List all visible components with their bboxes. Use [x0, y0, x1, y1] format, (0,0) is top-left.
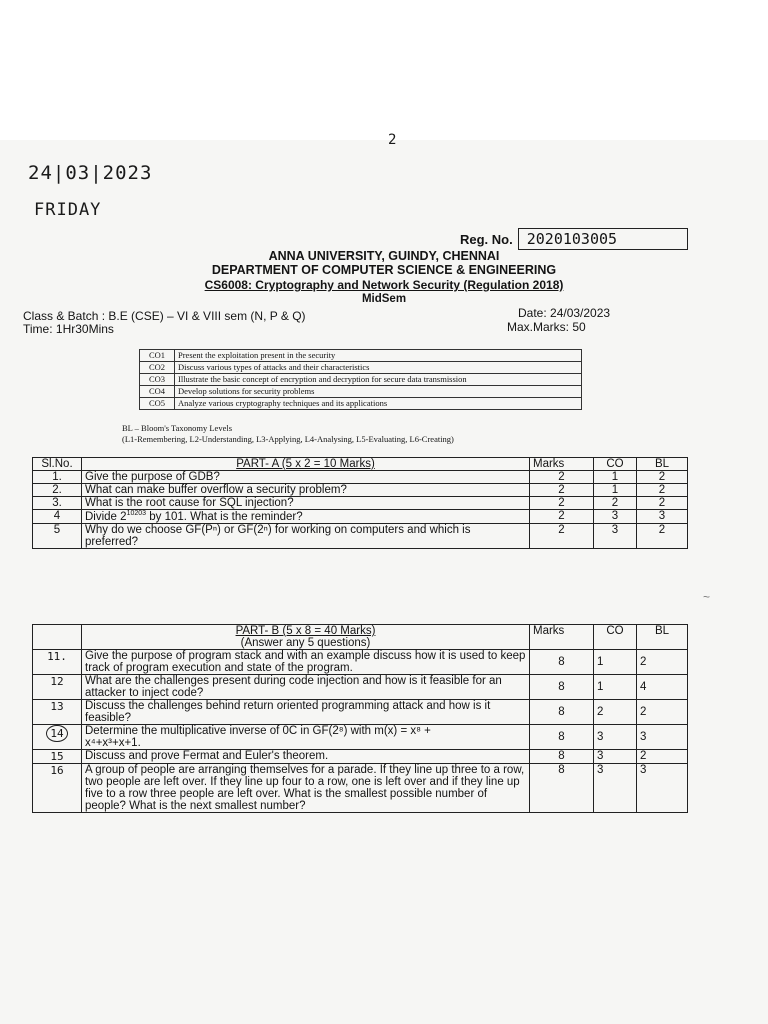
co-row	[140, 362, 582, 374]
table-row	[33, 484, 688, 497]
part-a-header-row	[33, 458, 688, 471]
co-code: CO1	[140, 350, 175, 362]
part-b-table	[32, 624, 688, 813]
handwritten-mark: 2	[388, 132, 397, 148]
question-co: 1	[594, 675, 637, 700]
co-code: CO2	[140, 362, 175, 374]
blooms-title: BL – Bloom's Taxonomy Levels	[122, 423, 233, 433]
question-co: 2	[594, 497, 637, 510]
col-marks: Marks	[530, 625, 594, 650]
question-bl: 3	[637, 764, 688, 813]
table-row	[33, 650, 688, 675]
col-bl: BL	[637, 625, 688, 650]
handwritten-date: 24|03|2023	[28, 162, 153, 184]
department-name: DEPARTMENT OF COMPUTER SCIENCE & ENGINEERING	[211, 263, 557, 277]
question-text: What can make buffer overflow a security problem?	[82, 484, 530, 497]
question-bl: 2	[637, 523, 688, 548]
question-text-post: by 101. What is the reminder?	[146, 510, 303, 523]
col-bl: BL	[637, 458, 688, 471]
question-co: 3	[594, 750, 637, 764]
exam-time: Time: 1Hr30Mins	[23, 322, 114, 336]
question-number: 3.	[33, 497, 82, 510]
col-slno: Sl.No.	[33, 458, 82, 471]
question-number-cell	[33, 725, 82, 750]
table-row	[33, 523, 688, 548]
blooms-levels: (L1-Remembering, L2-Understanding, L3-Applying, L4-Analysing, L5-Evaluating, L6-Creating)	[122, 434, 454, 444]
course-title: CS6008: Cryptography and Network Security (Regulation 2018)	[204, 278, 564, 292]
handwritten-day: FRIDAY	[34, 200, 102, 220]
table-row	[33, 675, 688, 700]
col-co: CO	[594, 625, 637, 650]
question-text	[82, 725, 530, 750]
question-text: Give the purpose of program stack and with an example discuss how it is used to keep track of program execution and state of the program.	[82, 650, 530, 675]
question-marks: 2	[530, 471, 594, 484]
question-marks: 8	[530, 764, 594, 813]
question-bl: 2	[637, 700, 688, 725]
co-row	[140, 374, 582, 386]
question-co: 1	[594, 471, 637, 484]
co-row	[140, 398, 582, 410]
co-desc: Analyze various cryptography techniques and its applications	[175, 398, 582, 410]
co-desc: Present the exploitation present in the security	[175, 350, 582, 362]
question-co: 1	[594, 650, 637, 675]
table-row	[33, 725, 688, 750]
exam-date: Date: 24/03/2023	[518, 306, 611, 320]
co-row	[140, 350, 582, 362]
reg-number-row	[460, 228, 688, 250]
question-text: Why do we choose GF(Pⁿ) or GF(2ⁿ) for working on computers and which is preferred?	[82, 523, 530, 548]
table-row	[33, 750, 688, 764]
university-name: ANNA UNIVERSITY, GUINDY, CHENNAI	[268, 249, 500, 263]
question-text-exponent: 10203	[126, 510, 147, 517]
col-co: CO	[594, 458, 637, 471]
table-row	[33, 764, 688, 813]
pencil-mark: ~	[703, 590, 711, 604]
question-co: 3	[594, 764, 637, 813]
question-text: A group of people are arranging themselves for a parade. If they line up three to a row, two people are left over. If they line up four to a row, one is left over and if they line up five to a row three people are left over. What is the smallest possible number of people? What is the next smallest number?	[82, 764, 530, 813]
question-text	[82, 510, 530, 524]
question-marks: 8	[530, 675, 594, 700]
question-text: What are the challenges present during code injection and how is it feasible for an attacker to inject code?	[82, 675, 530, 700]
class-batch: Class & Batch : B.E (CSE) – VI & VIII sem (N, P & Q)	[23, 309, 306, 323]
part-b-title: PART- B (5 x 8 = 40 Marks)	[235, 625, 376, 637]
question-co: 3	[594, 523, 637, 548]
question-number: 13	[33, 700, 82, 725]
question-text-line2: x⁴+x³+x+1.	[85, 737, 141, 749]
question-number: 14	[46, 725, 67, 742]
max-marks: Max.Marks: 50	[507, 320, 586, 334]
question-marks: 2	[530, 497, 594, 510]
question-text: Discuss and prove Fermat and Euler's theorem.	[82, 750, 530, 764]
part-a-table	[32, 457, 688, 549]
question-number: 15	[33, 750, 82, 764]
co-desc: Discuss various types of attacks and their characteristics	[175, 362, 582, 374]
question-bl: 2	[637, 497, 688, 510]
question-text: Give the purpose of GDB?	[82, 471, 530, 484]
reg-number-box: 2020103005	[518, 228, 688, 250]
question-bl: 3	[637, 510, 688, 524]
co-row	[140, 386, 582, 398]
table-row	[33, 471, 688, 484]
question-text: What is the root cause for SQL injection?	[82, 497, 530, 510]
question-number: 16	[33, 764, 82, 813]
part-b-heading	[82, 625, 530, 650]
part-b-header-row	[33, 625, 688, 650]
exam-name: MidSem	[361, 293, 407, 305]
question-number: 12	[33, 675, 82, 700]
question-marks: 8	[530, 750, 594, 764]
question-marks: 8	[530, 700, 594, 725]
question-bl: 2	[637, 650, 688, 675]
co-code: CO3	[140, 374, 175, 386]
table-row	[33, 510, 688, 524]
question-marks: 8	[530, 650, 594, 675]
table-row	[33, 497, 688, 510]
question-text-pre: Divide 2	[85, 510, 127, 523]
question-bl: 4	[637, 675, 688, 700]
course-outcomes-table	[139, 349, 582, 410]
question-marks: 2	[530, 523, 594, 548]
part-a-title: PART- A (5 x 2 = 10 Marks)	[82, 458, 530, 471]
question-co: 3	[594, 725, 637, 750]
co-code: CO5	[140, 398, 175, 410]
co-desc: Illustrate the basic concept of encryption and decryption for secure data transmission	[175, 374, 582, 386]
col-slno-empty	[33, 625, 82, 650]
question-bl: 3	[637, 725, 688, 750]
co-desc: Develop solutions for security problems	[175, 386, 582, 398]
reg-label: Reg. No.	[460, 231, 513, 247]
question-bl: 2	[637, 750, 688, 764]
question-number: 2.	[33, 484, 82, 497]
question-number: 5	[33, 523, 82, 548]
question-marks: 2	[530, 484, 594, 497]
part-b-subtitle: (Answer any 5 questions)	[240, 637, 371, 649]
question-marks: 8	[530, 725, 594, 750]
question-bl: 2	[637, 484, 688, 497]
question-co: 1	[594, 484, 637, 497]
question-bl: 2	[637, 471, 688, 484]
question-number: 11.	[33, 650, 82, 675]
col-marks: Marks	[530, 458, 594, 471]
table-row	[33, 700, 688, 725]
question-number: 4	[33, 510, 82, 524]
question-number: 1.	[33, 471, 82, 484]
question-marks: 2	[530, 510, 594, 524]
co-code: CO4	[140, 386, 175, 398]
question-text: Discuss the challenges behind return oriented programming attack and how is it feasible?	[82, 700, 530, 725]
question-co: 2	[594, 700, 637, 725]
question-text-line1: Determine the multiplicative inverse of 0C in GF(2⁸) with m(x) = x⁸ +	[85, 725, 431, 737]
question-co: 3	[594, 510, 637, 524]
